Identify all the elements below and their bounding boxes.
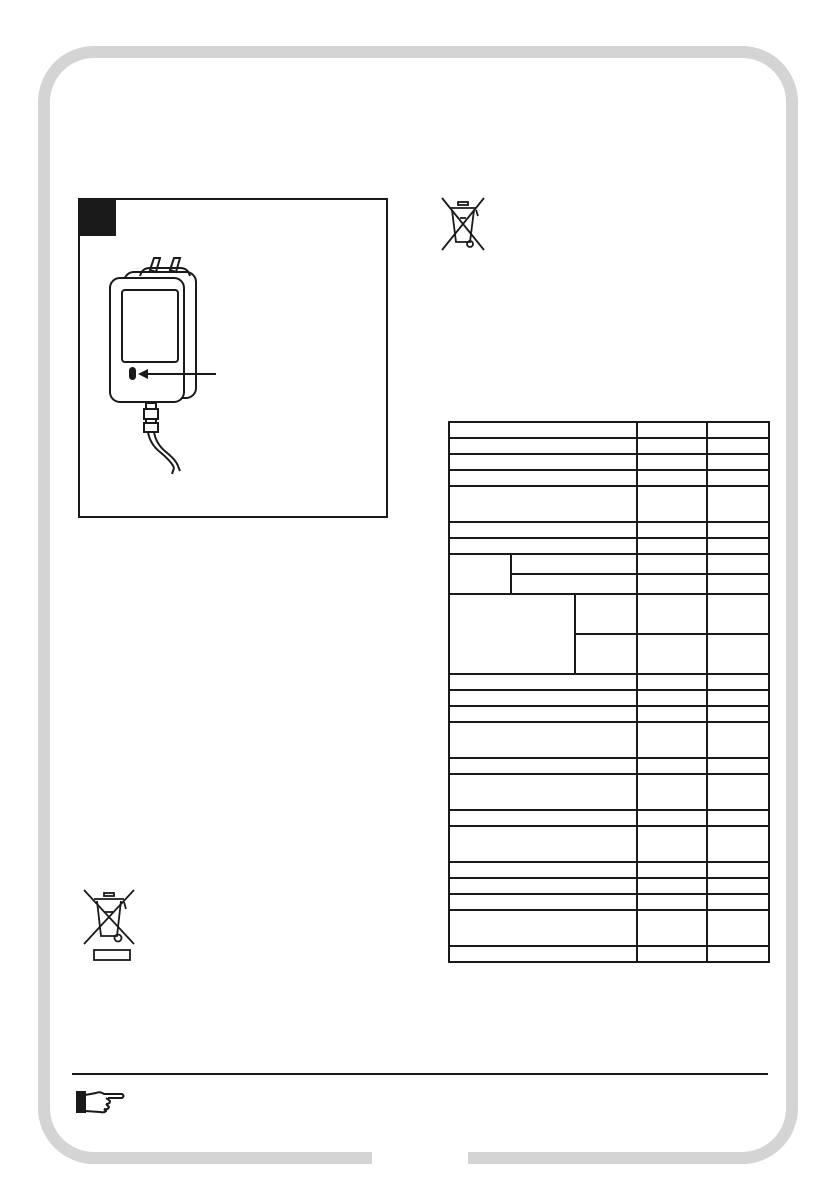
table-row [449, 538, 769, 554]
table-row [449, 486, 769, 522]
pointing-hand-icon [76, 1088, 126, 1114]
table-row [449, 422, 769, 438]
table-row [449, 774, 769, 810]
table-row [449, 894, 769, 910]
table-row [449, 690, 769, 706]
crossed-out-wheelie-bin-icon [436, 196, 490, 254]
table-row [449, 594, 769, 634]
table-row [449, 722, 769, 758]
table-row [449, 522, 769, 538]
table-row [449, 706, 769, 722]
table-row [449, 758, 769, 774]
table-row [449, 878, 769, 894]
power-adapter-icon [80, 200, 386, 516]
table-row [449, 946, 769, 962]
table-row [449, 910, 769, 946]
table-row [449, 674, 769, 690]
table-row [449, 862, 769, 878]
spec-table [448, 421, 770, 963]
table-row [449, 554, 769, 574]
footer-rule [72, 1073, 768, 1075]
table-row [449, 470, 769, 486]
crossed-out-wheelie-bin-icon [80, 886, 138, 964]
table-row [449, 810, 769, 826]
table-row [449, 438, 769, 454]
figure-box [78, 198, 388, 518]
table-row [449, 826, 769, 862]
frame-gap [372, 1150, 468, 1170]
table-row [449, 454, 769, 470]
